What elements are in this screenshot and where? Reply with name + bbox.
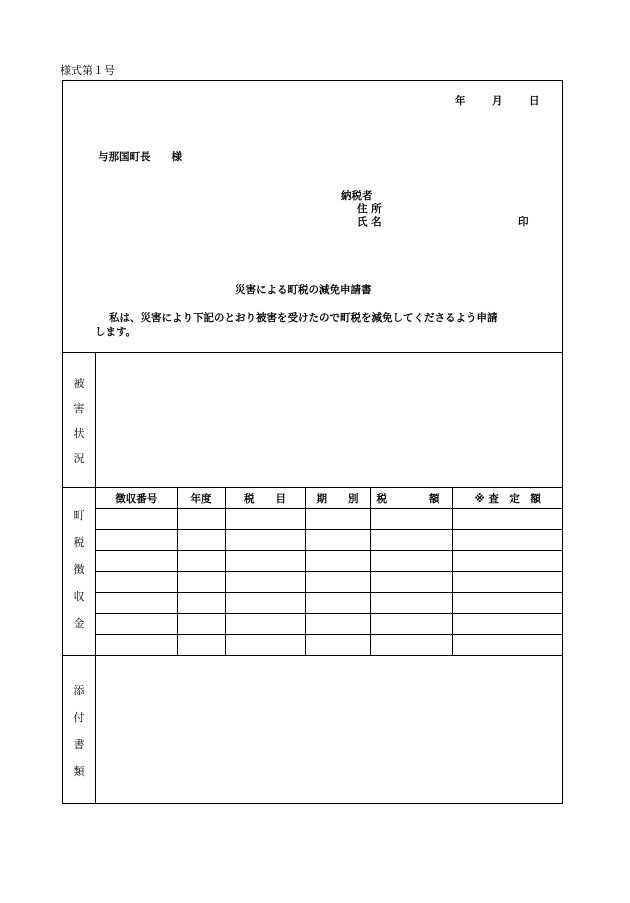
attachments-label-char: 類 <box>73 765 85 778</box>
damage-label-char: 況 <box>73 452 85 465</box>
tax-table-cell[interactable] <box>225 530 305 551</box>
damage-label-char: 被 <box>73 377 85 390</box>
tax-table-cell[interactable] <box>452 509 563 530</box>
date-year-label: 年 <box>455 95 466 107</box>
statement-line-1: 私は、災害により下記のとおり被害を受けたので町税を減免してくださるよう申請 <box>109 312 498 324</box>
tax-table-cell[interactable] <box>452 635 563 656</box>
tax-table-cell[interactable] <box>225 572 305 593</box>
tax-table-cell[interactable] <box>96 509 177 530</box>
tax-table-cell[interactable] <box>370 509 452 530</box>
taxpayer-address-label: 住 所 <box>357 203 382 215</box>
tax-table-cell[interactable] <box>305 614 370 635</box>
header-period: 期 別 <box>305 488 370 509</box>
statement-line-2: します。 <box>95 326 137 338</box>
damage-label-char: 状 <box>73 427 85 440</box>
date-day-label: 日 <box>529 95 540 107</box>
tax-table-cell[interactable] <box>225 593 305 614</box>
tax-table <box>96 488 563 655</box>
tax-table-cell[interactable] <box>370 593 452 614</box>
damage-status-field[interactable] <box>96 353 563 487</box>
tax-table-cell[interactable] <box>370 551 452 572</box>
tax-table-cell[interactable] <box>452 614 563 635</box>
tax-table-cell[interactable] <box>305 572 370 593</box>
tax-collection-label <box>63 507 95 642</box>
document-title: 災害による町税の減免申請書 <box>235 284 372 296</box>
tax-table-cell[interactable] <box>177 635 225 656</box>
attachments-label-char: 添 <box>73 684 85 697</box>
tax-table-cell[interactable] <box>177 614 225 635</box>
addressee: 与那国町長 様 <box>98 151 182 163</box>
attachments-label <box>63 682 95 790</box>
tax-table-cell[interactable] <box>452 593 563 614</box>
tax-table-row <box>96 551 563 572</box>
tax-table-cell[interactable] <box>225 635 305 656</box>
tax-label-char: 金 <box>73 617 85 630</box>
tax-table-cell[interactable] <box>177 509 225 530</box>
tax-table-cell[interactable] <box>225 614 305 635</box>
tax-table-cell[interactable] <box>177 593 225 614</box>
tax-table-cell[interactable] <box>305 509 370 530</box>
tax-table-cell[interactable] <box>225 509 305 530</box>
tax-table-cell[interactable] <box>96 530 177 551</box>
header-collection-number: 徴収番号 <box>96 488 177 509</box>
tax-table-cell[interactable] <box>305 593 370 614</box>
attachments-label-char: 書 <box>73 738 85 751</box>
tax-table-cell[interactable] <box>370 614 452 635</box>
date-month-label: 月 <box>492 95 503 107</box>
tax-table-row <box>96 572 563 593</box>
tax-table-cell[interactable] <box>370 635 452 656</box>
tax-table-row <box>96 593 563 614</box>
tax-table-cell[interactable] <box>452 572 563 593</box>
tax-table-cell[interactable] <box>96 551 177 572</box>
attachments-field[interactable] <box>96 656 563 803</box>
tax-table-cell[interactable] <box>452 530 563 551</box>
seal-mark: 印 <box>518 216 529 228</box>
tax-table-cell[interactable] <box>305 635 370 656</box>
tax-table-row <box>96 614 563 635</box>
tax-table-row <box>96 635 563 656</box>
tax-label-char: 税 <box>73 536 85 549</box>
damage-status-label <box>63 375 95 475</box>
tax-table-row <box>96 509 563 530</box>
header-fiscal-year: 年度 <box>177 488 225 509</box>
header-assessed-amount: ※ 査 定 額 <box>452 488 563 509</box>
tax-table-cell[interactable] <box>96 635 177 656</box>
header-tax-amount: 税 額 <box>370 488 452 509</box>
application-form <box>62 80 563 804</box>
taxpayer-heading: 納税者 <box>341 190 373 202</box>
tax-table-cell[interactable] <box>96 614 177 635</box>
tax-table-cell[interactable] <box>452 551 563 572</box>
tax-table-cell[interactable] <box>305 551 370 572</box>
tax-table-cell[interactable] <box>370 530 452 551</box>
tax-table-header-row <box>96 488 563 509</box>
taxpayer-name-label: 氏 名 <box>357 216 382 228</box>
tax-table-cell[interactable] <box>177 551 225 572</box>
tax-label-char: 徴 <box>73 563 85 576</box>
tax-table-cell[interactable] <box>177 572 225 593</box>
tax-table-cell[interactable] <box>177 530 225 551</box>
form-number: 様式第１号 <box>60 64 115 77</box>
tax-table-cell[interactable] <box>370 572 452 593</box>
tax-label-char: 町 <box>73 509 85 522</box>
tax-label-char: 収 <box>73 590 85 603</box>
damage-label-char: 害 <box>73 402 85 415</box>
tax-table-cell[interactable] <box>305 530 370 551</box>
header-tax-item: 税 目 <box>225 488 305 509</box>
tax-table-row <box>96 530 563 551</box>
attachments-label-char: 付 <box>73 711 85 724</box>
tax-table-cell[interactable] <box>225 551 305 572</box>
tax-table-cell[interactable] <box>96 593 177 614</box>
tax-table-cell[interactable] <box>96 572 177 593</box>
